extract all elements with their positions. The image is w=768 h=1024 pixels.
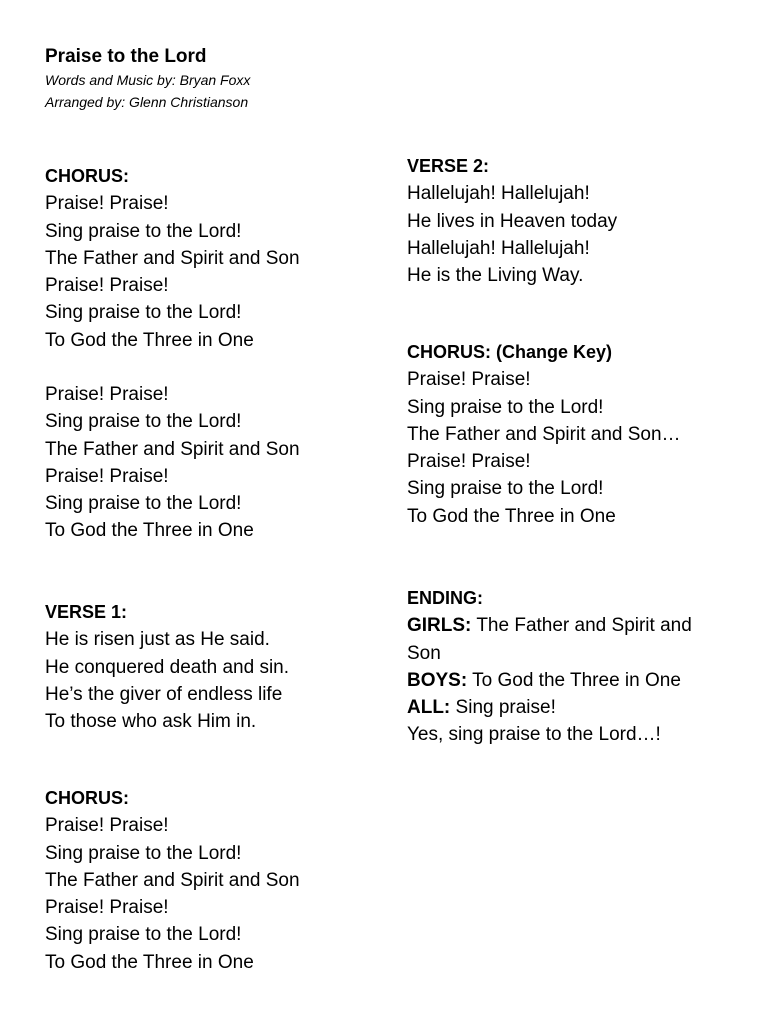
song-title: Praise to the Lord [45, 46, 207, 67]
all-line [407, 694, 727, 721]
lyric-line: To those who ask Him in. [45, 711, 257, 733]
chorus-section-2 [45, 785, 300, 976]
lyric-line: Praise! Praise! [45, 275, 169, 297]
girls-line [407, 612, 727, 667]
lyric-line: Praise! Praise! [407, 369, 531, 391]
lyric-line: Hallelujah! Hallelujah! [407, 183, 590, 205]
section-label: ENDING: [407, 588, 483, 608]
lyric-line: Sing praise to the Lord! [407, 396, 604, 418]
boys-tag: BOYS: [407, 669, 468, 691]
girls-tag: GIRLS: [407, 615, 472, 637]
final-line: Yes, sing praise to the Lord…! [407, 724, 661, 746]
section-label: CHORUS: [45, 166, 129, 186]
lyric-line: Sing praise to the Lord! [407, 478, 604, 500]
lyric-line: Sing praise to the Lord! [45, 842, 242, 864]
arranger-credit: Arranged by: Glenn Christianson [45, 94, 249, 110]
lyric-line: He conquered death and sin. [45, 656, 290, 678]
lyric-line: Hallelujah! Hallelujah! [407, 237, 590, 259]
lyric-line: Praise! Praise! [45, 193, 169, 215]
lyric-line: He lives in Heaven today [407, 210, 618, 232]
chorus-section [45, 163, 300, 354]
section-label: VERSE 2: [407, 156, 490, 176]
lyric-line: To God the Three in One [45, 329, 254, 351]
lyric-line: The Father and Spirit and Son [45, 438, 300, 460]
boys-line [407, 667, 727, 694]
section-label: CHORUS: [45, 788, 129, 808]
section-label: VERSE 1: [45, 602, 128, 622]
words-music-credit: Words and Music by: Bryan Foxx [45, 72, 251, 88]
girls-text: The Father and Spirit and Son [407, 615, 692, 664]
lyric-line: To God the Three in One [407, 505, 616, 527]
verse-1-section [45, 599, 289, 735]
lyric-line: He is the Living Way. [407, 265, 584, 287]
ending-section [407, 585, 727, 749]
lyric-line: The Father and Spirit and Son [45, 247, 300, 269]
lyric-line: Praise! Praise! [45, 897, 169, 919]
lyric-line: He is risen just as He said. [45, 629, 270, 651]
boys-text: To God the Three in One [467, 669, 681, 691]
lyric-line: Praise! Praise! [407, 451, 531, 473]
all-text: Sing praise! [450, 697, 556, 719]
lyric-line: Sing praise to the Lord! [45, 411, 242, 433]
section-label: CHORUS: (Change Key) [407, 342, 613, 362]
lyric-line: Praise! Praise! [45, 465, 169, 487]
lyric-line: Praise! Praise! [45, 384, 169, 405]
lyric-line: Sing praise to the Lord! [45, 924, 242, 946]
lyric-line: To God the Three in One [45, 520, 254, 542]
lyric-line: He’s the giver of endless life [45, 683, 283, 705]
lyric-line: To God the Three in One [45, 951, 254, 973]
chorus-repeat-section [45, 381, 300, 545]
song-header [45, 45, 445, 113]
lyric-line: Sing praise to the Lord! [45, 302, 242, 324]
lyric-line: Sing praise to the Lord! [45, 493, 242, 515]
lyric-line: Praise! Praise! [45, 815, 169, 837]
lyric-line: Sing praise to the Lord! [45, 220, 242, 242]
all-tag: ALL: [407, 697, 451, 719]
lyric-line: The Father and Spirit and Son [45, 869, 300, 891]
verse-2-section [407, 153, 617, 289]
lyric-line: The Father and Spirit and Son… [407, 423, 681, 445]
chorus-change-key-section [407, 339, 681, 530]
